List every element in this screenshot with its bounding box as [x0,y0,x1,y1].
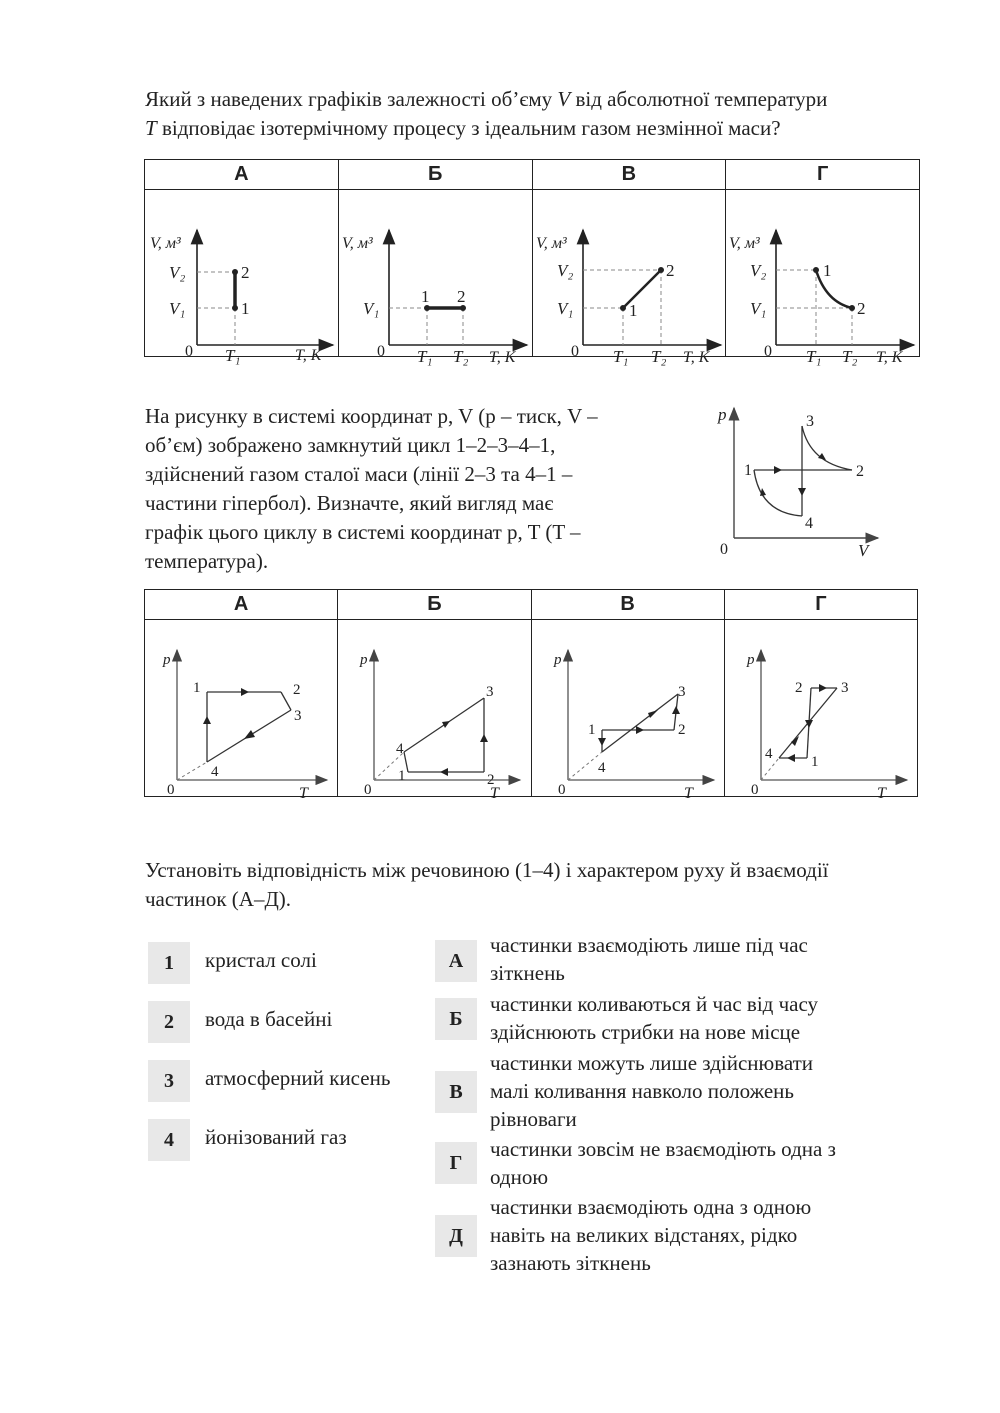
arrow-2-1 [805,720,813,728]
q1-graph-v [533,190,726,366]
left-item-4-number: 4 [148,1119,190,1161]
left-item-3-number: 3 [148,1060,190,1102]
point-4-label: 4 [211,764,219,780]
y-axis-label: V, м³ [150,235,181,252]
arrow-1-2 [241,688,249,696]
q2-header-g: Г [724,590,917,620]
q1-header-a: А [145,160,339,190]
q2-line-4: частини гіпербол). Визначте, який вигляд має [145,491,554,515]
right-item-b-line-2: здійснюють стрибки на нове місце [490,1020,801,1044]
point-1-label: 1 [810,754,819,770]
right-item-d-text[interactable] [490,1193,811,1277]
q2-line-2: об’єм) зображено замкнутий цикл 1–2–3–4–1, [145,433,556,457]
q1-option-g[interactable] [726,190,920,366]
extension-dash [568,752,602,780]
q1-options-table [144,159,920,366]
right-item-d-letter: Д [435,1215,477,1257]
q1-line-1: Який з наведених графіків залежності об’єму V від абсолютної температури [145,87,828,111]
q1-option-b[interactable] [338,190,532,366]
right-item-v-letter: В [435,1071,477,1113]
q1-graph-b [339,190,532,366]
y-axis-label: V, м³ [535,235,567,252]
q2-line-5: графік цього циклу в системі координат p, T (T – [145,520,581,544]
p-label: p [360,652,368,668]
right-item-d-line-1: частинки взаємодіють одна з одною [490,1195,812,1219]
point-1-label: 1 [420,287,430,306]
arrow-2-3 [480,734,488,742]
t-label: T [876,785,886,802]
right-item-g-line-1: частинки зовсім не взаємодіють одна з [490,1137,836,1161]
arrow-3-4 [798,488,806,496]
origin-label: 0 [720,541,728,558]
point-2-label: 2 [794,680,803,696]
q2-line-6: температура). [145,549,269,573]
q2-header-b: Б [338,590,531,620]
point-4-label: 4 [597,760,605,776]
q2-option-a[interactable] [145,620,338,802]
arrow-1-2 [774,466,782,474]
right-item-b-line-1: частинки коливаються й час від часу [490,992,819,1016]
right-item-b-letter: Б [435,998,477,1040]
right-item-v-line-1: частинки можуть лише здійснювати [490,1051,814,1075]
q2-graph-a [145,620,337,802]
origin-label: 0 [570,343,579,360]
q1-header-g: Г [726,160,920,190]
x-axis-label: T, K [876,349,903,366]
process-curve [816,270,852,308]
t2-label: T₂ [842,347,858,366]
point-1-label: 1 [628,301,637,320]
arrow-4-3 [648,710,658,718]
right-item-a-line-2: зіткнень [490,961,565,985]
arrow-3-4 [244,730,255,739]
q2-header-a: А [145,590,338,620]
point-3-label: 3 [806,413,814,430]
t-label: T [299,785,308,802]
t1-label: T₁ [416,347,433,366]
right-item-a-letter: А [435,940,477,982]
v1-label: V₁ [556,299,573,318]
origin-label: 0 [167,782,175,798]
q1-line-2: T відповідає ізотермічному процесу з ідеальним газом незмінної маси? [145,116,781,140]
v2-label: V₂ [169,263,186,282]
arrow-4-3 [442,721,450,728]
q1-option-a[interactable] [145,190,339,365]
point-2-label: 2 [241,263,250,282]
q2-line-1: На рисунку в системі координат p, V (p – тиск, V – [145,404,598,428]
t-label: T [490,785,500,802]
point-3-label: 3 [294,708,302,724]
point-3-label: 3 [486,684,494,700]
q2-options-table [144,589,918,802]
left-item-2-text[interactable]: вода в басейні [205,1007,333,1031]
v1-label: V₁ [169,299,186,318]
q2-graph-v [532,620,724,802]
arrow-2-3 [819,684,827,692]
p-label: p [718,405,727,424]
point-1-label: 1 [193,680,201,696]
x-axis-label: T, K [488,349,516,366]
q2-option-g[interactable] [724,620,917,802]
arrow-4-3 [791,736,799,746]
arrow-1-4 [598,738,606,746]
arrow-1-2 [636,726,644,734]
arrow-2-3 [672,706,680,714]
left-item-3-text[interactable]: атмосферний кисень [205,1066,391,1090]
y-axis-label: V, м³ [341,235,373,252]
point-1 [232,305,238,311]
p-label: p [553,652,561,668]
point-2-label: 2 [293,682,301,698]
p-label: p [746,652,755,668]
q1-header-v: В [532,160,726,190]
q2-graph-g [725,620,917,802]
point-1-label: 1 [744,462,752,479]
q1-option-v[interactable] [532,190,726,366]
left-item-1-text[interactable]: кристал солі [205,948,317,972]
x-axis-label: T, K [682,349,709,366]
point-4-label: 4 [396,741,404,757]
q1-header-b: Б [338,160,532,190]
q1-graph-g [726,190,919,366]
right-item-b-text[interactable] [490,990,818,1046]
v2-label: V₂ [750,261,767,280]
origin-label: 0 [764,343,773,360]
origin-label: 0 [557,782,565,798]
point-1 [620,305,626,311]
point-1-label: 1 [241,299,250,318]
v-label: V [858,541,869,560]
right-item-a-text[interactable] [490,931,808,987]
right-item-v-line-3: рівноваги [490,1107,577,1131]
right-item-d-line-2: навіть на великих відстанях, рідко [490,1223,798,1247]
v1-label: V₁ [750,299,767,318]
point-1-label: 1 [587,722,595,738]
left-item-1-number: 1 [148,942,190,984]
right-item-g-letter: Г [435,1142,477,1184]
point-2-label: 2 [487,772,495,788]
q3-question [145,856,945,914]
right-item-d-line-3: зазнають зіткнень [490,1251,651,1275]
t1-label: T₁ [225,346,241,365]
q3-line-2: частинок (А–Д). [145,887,292,911]
q2-header-v: В [531,590,724,620]
point-1-label: 1 [398,768,406,784]
origin-label: 0 [364,782,372,798]
t-label: T [683,785,693,802]
q2-graph-b [338,620,530,802]
q2-pv-figure [700,398,890,568]
origin-label: 0 [750,782,759,798]
q3-line-1: Установіть відповідність між речовиною (1–4) і характером руху й взаємодії [145,858,829,882]
p-label: p [163,652,171,668]
arrow-1-4 [787,754,795,762]
point-2 [232,269,238,275]
t1-label: T₁ [806,347,822,366]
left-item-4-text[interactable]: йонізований газ [205,1125,347,1149]
point-2-label: 2 [857,299,866,318]
segment-2-3 [802,426,852,470]
t2-label: T₂ [452,347,469,366]
q2-line-3: здійснений газом сталої маси (лінії 2–3 та 4–1 – [145,462,573,486]
q1-question [145,85,945,143]
point-2-label: 2 [665,261,674,280]
point-2-label: 2 [856,463,864,480]
origin-label: 0 [185,343,193,360]
segment-4-3 [602,694,678,752]
arrow-2-3 [818,453,826,460]
q2-option-v[interactable] [531,620,724,802]
right-item-v-text[interactable] [490,1049,813,1133]
t1-label: T₁ [612,347,628,366]
point-4-label: 4 [805,515,813,532]
y-axis-label: V, м³ [729,235,760,252]
point-1-label: 1 [823,261,832,280]
right-item-g-text[interactable] [490,1135,836,1191]
point-2-label: 2 [677,722,685,738]
point-3-label: 3 [677,684,685,700]
point-2 [849,305,855,311]
t2-label: T₂ [650,347,666,366]
point-2-label: 2 [456,287,466,306]
v2-label: V₂ [556,261,573,280]
point-1 [813,267,819,273]
segment-2-3 [281,692,291,710]
origin-label: 0 [376,343,385,360]
right-item-v-line-2: малі коливання навколо положень [490,1079,794,1103]
right-item-g-line-2: одною [490,1165,549,1189]
extension-dash [177,762,207,780]
v1-label: V₁ [362,299,380,318]
point-2 [658,267,664,273]
arrow-2-1 [440,768,448,776]
q1-graph-a [145,190,338,365]
right-item-a-line-1: частинки взаємодіють лише під час [490,933,808,957]
point-4-label: 4 [764,746,773,762]
arrow-4-1 [203,716,211,724]
point-3-label: 3 [840,680,849,696]
left-item-2-number: 2 [148,1001,190,1043]
x-axis-label: T, K [295,347,322,364]
q2-question [145,402,685,576]
q2-option-b[interactable] [338,620,531,802]
